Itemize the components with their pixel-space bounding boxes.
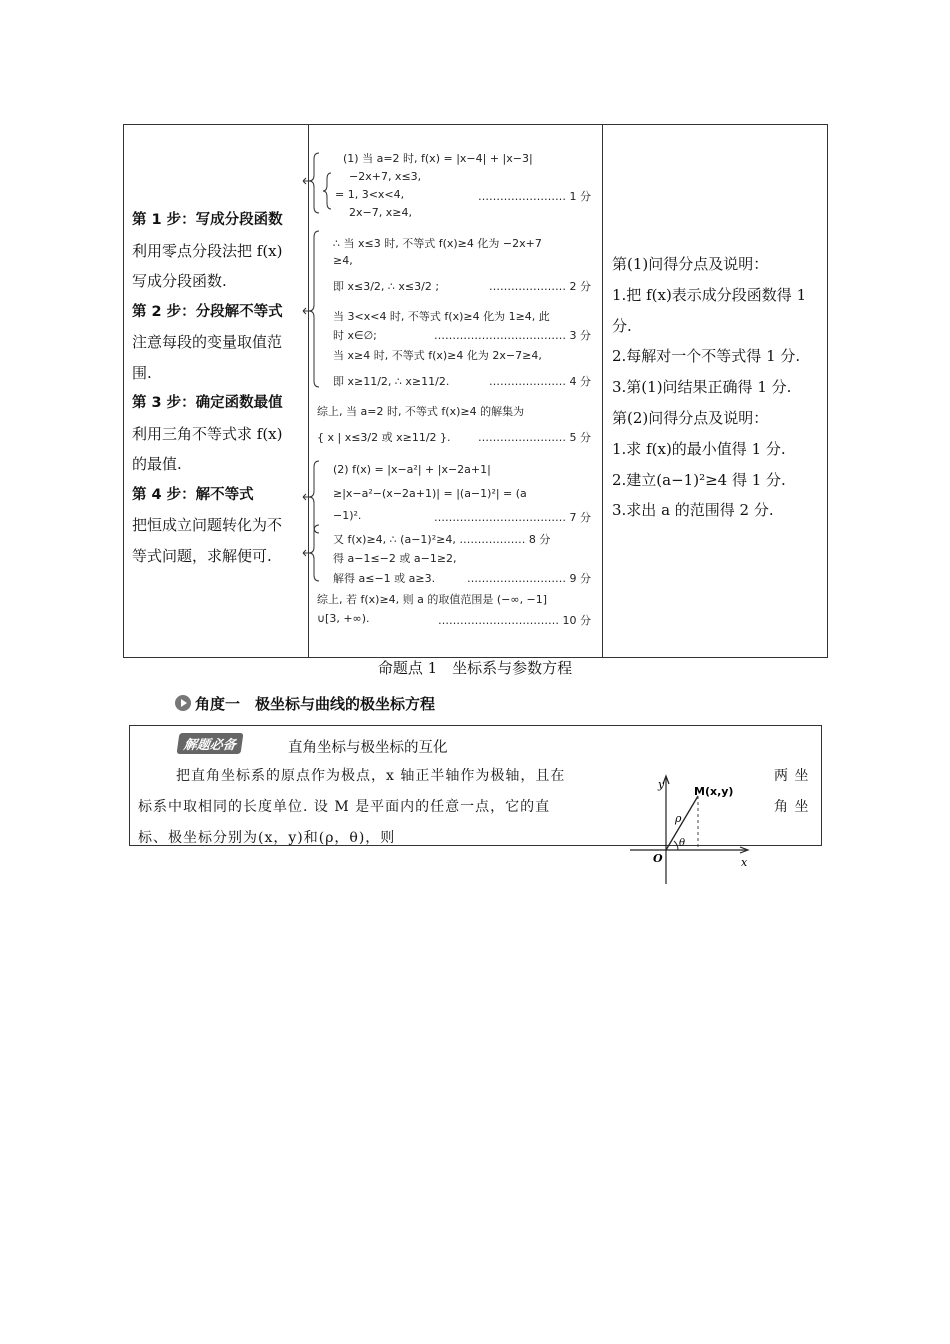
step-text: 利用三角不等式求 f(x) (132, 424, 283, 443)
solution-line: 2x−7, x≥4, (349, 206, 412, 219)
scoring-text: 第(1)问得分点及说明： (612, 255, 769, 273)
solution-line: ≥4, (333, 254, 353, 267)
solution-line: ≥|x−a²−(x−2a+1)| = |(a−1)²| = (a (333, 487, 527, 500)
solution-line: 得 a−1≤−2 或 a−1≥2, (333, 552, 457, 565)
origin-label: O (653, 852, 663, 865)
box-paragraph-line: 把直角坐标系的原点作为极点，x 轴正半轴作为极轴，且在 (176, 768, 566, 784)
score-marker: …………………… 1 分 (478, 190, 591, 203)
step-text: 利用零点分段法把 f(x) (132, 241, 283, 260)
step-text: 把恒成立问题转化为不 (132, 516, 283, 534)
scoring-text: 3.第(1)问结果正确得 1 分. (612, 378, 792, 397)
box-title: 直角坐标与极坐标的互化 (288, 740, 448, 756)
section-caption: 命题点 1 坐标系与参数方程 (377, 659, 573, 677)
step-1-heading: 第 1 步：写成分段函数 (132, 212, 283, 228)
play-icon (175, 695, 191, 711)
scoring-text: 1.求 f(x)的最小值得 1 分. (612, 439, 786, 458)
step-2-heading: 第 2 步：分段解不等式 (132, 303, 283, 320)
step-text: 等式问题，求解便可. (132, 546, 272, 565)
scoring-column (612, 249, 822, 526)
x-label: x (741, 856, 748, 869)
rho-label: ρ (675, 812, 682, 825)
angle-heading-text: 角度一 极坐标与曲线的极坐标方程 (195, 695, 436, 713)
solution-line: −1)². (333, 509, 362, 522)
solution-line: { x | x≤3/2 或 x≥11/2 }. (317, 431, 451, 444)
box-paragraph-line: 角 坐 (774, 799, 810, 815)
solution-line: 当 x≥4 时, 不等式 f(x)≥4 化为 2x−7≥4, (333, 349, 542, 362)
steps-column (132, 205, 304, 571)
solution-line: 又 f(x)≥4, ∴ (a−1)²≥4, ……………… 8 分 (333, 533, 551, 546)
solution-line: 时 x∈∅; (333, 329, 377, 342)
step-text: 的最值. (132, 455, 182, 473)
polar-coordinate-figure (628, 770, 758, 890)
solution-line: 解得 a≤−1 或 a≥3. (333, 572, 436, 585)
solution-line: 当 3<x<4 时, 不等式 f(x)≥4 化为 1≥4, 此 (333, 310, 550, 323)
solution-line: ∪[3, +∞). (317, 612, 370, 625)
scoring-text: 2.每解对一个不等式得 1 分. (612, 347, 801, 366)
solution-line: −2x+7, x≤3, (349, 170, 422, 183)
step-3-heading: 第 3 步：确定函数最值 (132, 395, 283, 411)
column-divider (602, 125, 603, 657)
solution-line: 即 x≥11/2, ∴ x≥11/2. (333, 375, 450, 388)
score-marker: ……………………………… 3 分 (434, 329, 591, 342)
step-text: 写成分段函数. (132, 272, 227, 290)
angle-arc (674, 841, 678, 850)
solution-line: (2) f(x) = |x−a²| + |x−2a+1| (333, 463, 491, 476)
box-paragraph-line: 两 坐 (774, 768, 810, 784)
score-marker: ……………………………… 7 分 (434, 511, 591, 524)
solution-steps-table (123, 124, 828, 658)
score-marker: ………………… 4 分 (489, 375, 591, 388)
scoring-text: 2.建立(a−1)²≥4 得 1 分. (612, 470, 786, 489)
scoring-text: 3.求出 a 的范围得 2 分. (612, 501, 774, 520)
solution-line: (1) 当 a=2 时, f(x) = |x−4| + |x−3| (343, 152, 533, 165)
key-badge: 解题必备 (177, 733, 244, 754)
theta-label: θ (679, 838, 686, 849)
step-text: 围. (132, 363, 152, 382)
step-text: 注意每段的变量取值范 (132, 333, 283, 351)
solution-line: 即 x≤3/2, ∴ x≤3/2 ; (333, 280, 440, 293)
score-marker: ……………………… 9 分 (467, 572, 591, 585)
scoring-text: 第(2)问得分点及说明： (612, 408, 769, 427)
scoring-text: 分. (612, 316, 632, 335)
solution-line: = 1, 3<x<4, (335, 188, 405, 201)
solution-line: ∴ 当 x≤3 时, 不等式 f(x)≥4 化为 −2x+7 (333, 237, 542, 250)
point-label: M(x,y) (694, 785, 734, 798)
score-marker: …………………… 5 分 (478, 431, 591, 444)
score-marker: …………………………… 10 分 (438, 614, 591, 627)
scoring-text: 1.把 f(x)表示成分段函数得 1 (612, 285, 807, 304)
y-label: y (658, 778, 665, 791)
score-marker: ………………… 2 分 (489, 280, 591, 293)
step-4-heading: 第 4 步：解不等式 (132, 486, 254, 503)
angle-heading (175, 693, 435, 714)
solution-line: 综上, 若 f(x)≥4, 则 a 的取值范围是 (−∞, −1] (317, 593, 548, 606)
solution-line: 综上, 当 a=2 时, 不等式 f(x)≥4 的解集为 (317, 405, 525, 418)
box-paragraph-line: 标系中取相同的长度单位. 设 M 是平面内的任意一点，它的直 (138, 799, 551, 815)
box-paragraph-line: 标、极坐标分别为(x，y)和(ρ，θ)，则 (138, 830, 396, 846)
